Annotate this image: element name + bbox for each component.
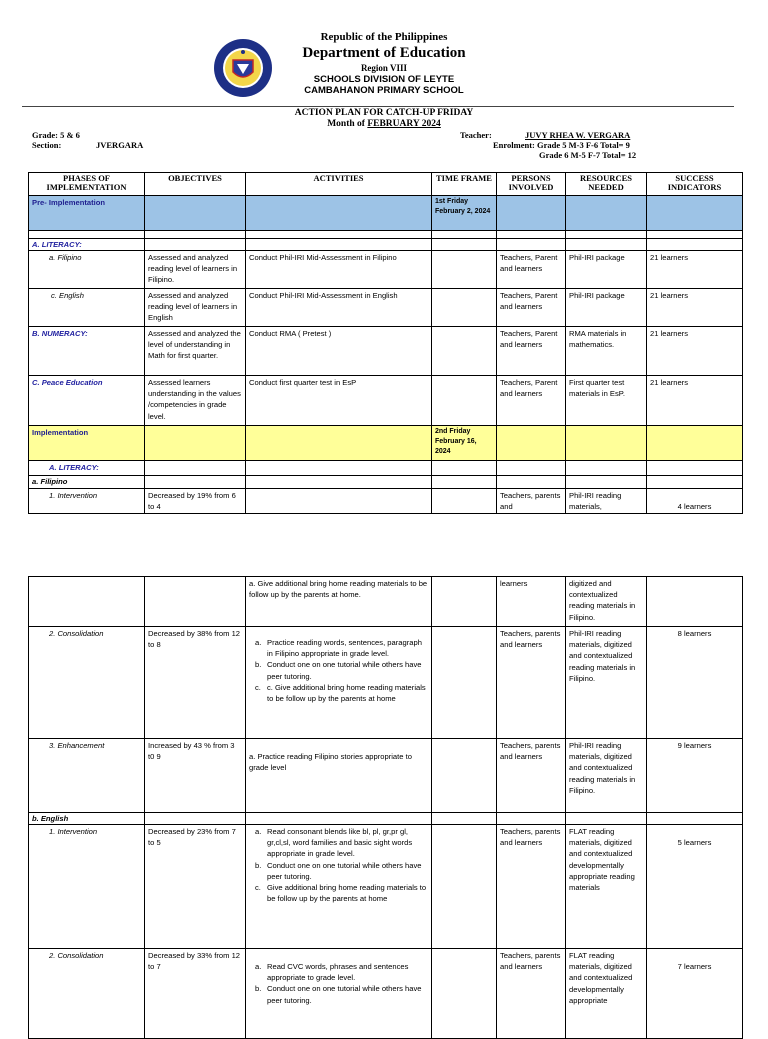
col-header-success: SUCCESS INDICATORS <box>647 173 743 196</box>
phase-cell: A. LITERACY: <box>29 461 145 476</box>
table-header-row <box>29 173 743 196</box>
persons-cell: Teachers, parents and learners <box>497 825 566 949</box>
success-cell: 21 learners <box>647 289 743 327</box>
region-text: Region VIII <box>360 63 408 73</box>
month-prefix: Month of <box>327 119 368 129</box>
resources-cell: RMA materials in mathematics. <box>566 327 647 376</box>
success-cell: 9 learners <box>647 739 743 813</box>
phase-cell: 2. Consolidation <box>29 627 145 739</box>
persons-cell: Teachers, Parent and learners <box>497 289 566 327</box>
table-row-intervention-cont <box>29 577 743 627</box>
resources-cell: Phil-IRI reading materials, digitized and contextualized reading materials in Filipino. <box>566 739 647 813</box>
teacher-name: JUVY RHEA W. VERGARA <box>525 130 631 140</box>
table-row-literacy-2 <box>29 461 743 476</box>
objective-cell: Decreased by 23% from 7 to 5 <box>145 825 246 949</box>
enrolment-grade5: Enrolment: Grade 5 M-3 F-6 Total= 9 <box>493 140 630 150</box>
objective-cell: Decreased by 33% from 12 to 7 <box>145 949 246 1039</box>
phase-cell: Implementation <box>29 426 145 461</box>
success-cell: 8 learners <box>647 627 743 739</box>
activity-cell: Conduct Phil-IRI Mid-Assessment in Filipino <box>246 251 432 289</box>
activity-cell: Conduct RMA ( Pretest ) <box>246 327 432 376</box>
activity-cell: Conduct Phil-IRI Mid-Assessment in English <box>246 289 432 327</box>
activity-list-cell <box>246 627 432 739</box>
list-item: b. Conduct one on one tutorial while others have peer tutoring. <box>255 984 422 1005</box>
success-cell: 7 learners <box>647 949 743 1039</box>
phase-cell: A. LITERACY: <box>29 239 145 251</box>
resources-cell: FLAT reading materials, digitized and contextualized developmentally appropriate <box>566 949 647 1039</box>
resources-cell: Phil-IRI reading materials, <box>566 489 647 514</box>
letterhead <box>0 30 768 96</box>
activity-cell: a. Practice reading Filipino stories appropriate to grade level <box>246 739 432 813</box>
table-row-intervention-2 <box>29 825 743 949</box>
persons-cell: learners <box>497 577 566 627</box>
persons-cell: Teachers, Parent and learners <box>497 251 566 289</box>
table-row-spacer <box>29 231 743 239</box>
list-item: b. Conduct one on one tutorial while others have peer tutoring. <box>255 660 422 681</box>
table-row-pre-implementation <box>29 196 743 231</box>
phase-cell: 1. Intervention <box>29 489 145 514</box>
activity-cell: Conduct first quarter test in EsP <box>246 376 432 426</box>
list-item: b. Conduct one on one tutorial while others have peer tutoring. <box>255 860 422 881</box>
phase-cell: 2. Consolidation <box>29 949 145 1039</box>
section-value: JVERGARA <box>96 140 144 150</box>
success-cell: 21 learners <box>647 251 743 289</box>
objective-cell: Assessed and analyzed reading level of learners in English <box>145 289 246 327</box>
phase-cell: Pre- Implementation <box>29 196 145 231</box>
activity-list-cell <box>246 825 432 949</box>
table-row-consolidation <box>29 627 743 739</box>
persons-cell: Teachers, parents and learners <box>497 949 566 1039</box>
phase-cell: 3. Enhancement <box>29 739 145 813</box>
objective-cell: Assessed and analyzed the level of understanding in Math for first quarter. <box>145 327 246 376</box>
col-header-objectives: OBJECTIVES <box>145 173 246 196</box>
resources-cell: Phil-IRI reading materials, digitized and contextualized reading materials in Filipino. <box>566 627 647 739</box>
objective-cell: Decreased by 19% from 6 to 4 <box>145 489 246 514</box>
success-cell: 4 learners <box>647 489 743 514</box>
activity-list-cell <box>246 949 432 1039</box>
phase-cell: b. English <box>29 813 145 825</box>
table-row-enhancement <box>29 739 743 813</box>
col-header-persons: PERSONS INVOLVED <box>497 173 566 196</box>
teacher-label: Teacher: <box>460 130 492 140</box>
list-item: c. Give additional bring home reading materials to be follow up by the parents at home <box>255 883 427 904</box>
phase-cell: a. Filipino <box>29 251 145 289</box>
republic-text: Republic of the Philippines <box>320 31 448 43</box>
time-frame-cell: 1st Friday February 2, 2024 <box>432 196 497 231</box>
division-text: SCHOOLS DIVISION OF LEYTE <box>313 74 455 85</box>
table-row-intervention <box>29 489 743 514</box>
enrolment-grade6: Grade 6 M-5 F-7 Total= 12 <box>539 150 637 160</box>
success-cell: 5 learners <box>647 825 743 949</box>
persons-cell: Teachers, parents and learners <box>497 627 566 739</box>
list-item: a. Read CVC words, phrases and sentences appropriate to grade level. <box>255 962 409 983</box>
month-value: FEBRUARY 2024 <box>367 119 441 129</box>
resources-cell: First quarter test materials in EsP. <box>566 376 647 426</box>
list-item: c. c. Give additional bring home reading materials to be follow up by the parents at home <box>255 682 426 704</box>
activity-cell: a. Give additional bring home reading materials to be follow up by the parents at home. <box>246 577 432 627</box>
school-text: CAMBAHANON PRIMARY SCHOOL <box>304 85 464 96</box>
table-row-peace-education <box>29 376 743 426</box>
persons-cell: Teachers, parents and learners <box>497 739 566 813</box>
persons-cell: Teachers, parents and <box>497 489 566 514</box>
list-item: a. Read consonant blends like bl, pl, gr,pr gl, gr,cl,sl, word families and basic sight words appropriate in grade level. <box>255 827 413 859</box>
success-cell: 21 learners <box>647 376 743 426</box>
table-row-literacy <box>29 239 743 251</box>
table-row-implementation <box>29 426 743 461</box>
objective-cell: Increased by 43 % from 3 t0 9 <box>145 739 246 813</box>
objective-cell: Assessed learners understanding in the values /competencies in grade level. <box>145 376 246 426</box>
persons-cell: Teachers, Parent and learners <box>497 376 566 426</box>
table-row-numeracy <box>29 327 743 376</box>
phase-cell: C. Peace Education <box>29 376 145 426</box>
resources-cell: Phil-IRI package <box>566 251 647 289</box>
plan-month <box>0 119 768 130</box>
list-item: a. Practice reading words, sentences, paragraph in Filipino appropriate in grade level. <box>255 638 422 659</box>
table-row-consolidation-2 <box>29 949 743 1039</box>
phase-cell: a. Filipino <box>29 476 145 489</box>
col-header-phases: PHASES OF IMPLEMENTATION <box>29 173 145 196</box>
action-plan-table-2 <box>28 576 743 1039</box>
section-label: Section: <box>32 140 62 150</box>
phase-cell: c. English <box>29 289 145 327</box>
col-header-time-frame: TIME FRAME <box>432 173 497 196</box>
objective-cell: Assessed and analyzed reading level of learners in Filipino. <box>145 251 246 289</box>
objective-cell: Decreased by 38% from 12 to 8 <box>145 627 246 739</box>
department-text: Department of Education <box>302 45 466 61</box>
phase-cell: 1. Intervention <box>29 825 145 949</box>
header-divider <box>22 106 734 107</box>
table-row-english-2 <box>29 813 743 825</box>
resources-cell: FLAT reading materials, digitized and contextualized developmentally appropriate reading materials <box>566 825 647 949</box>
persons-cell: Teachers, Parent and learners <box>497 327 566 376</box>
table-row-filipino-2 <box>29 476 743 489</box>
col-header-activities: ACTIVITIES <box>246 173 432 196</box>
grade-info: Grade: 5 & 6 <box>32 130 80 140</box>
time-frame-cell: 2nd Friday February 16, 2024 <box>432 426 497 461</box>
plan-title <box>0 108 768 130</box>
table-row-filipino <box>29 251 743 289</box>
col-header-resources: RESOURCES NEEDED <box>566 173 647 196</box>
table-row-english <box>29 289 743 327</box>
plan-title-main: ACTION PLAN FOR CATCH-UP FRIDAY <box>294 108 474 118</box>
resources-cell: Phil-IRI package <box>566 289 647 327</box>
action-plan-table-1 <box>28 172 743 514</box>
phase-cell: B. NUMERACY: <box>29 327 145 376</box>
success-cell: 21 learners <box>647 327 743 376</box>
resources-cell: digitized and contextualized reading materials in Filipino. <box>566 577 647 627</box>
